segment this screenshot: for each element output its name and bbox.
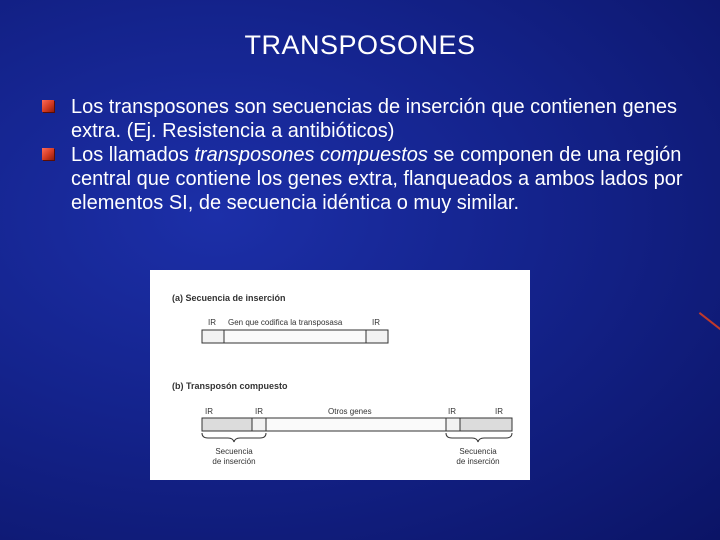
transposon-diagram xyxy=(150,270,530,480)
bullet-item xyxy=(40,143,710,215)
panel-b-brackets xyxy=(202,433,512,442)
bullet-item xyxy=(40,95,710,143)
panel-b-label: (b) Transposón compuesto xyxy=(172,381,288,391)
panel-b-ir-2: IR xyxy=(255,407,263,416)
panel-b-ir-4: IR xyxy=(495,407,503,416)
panel-b-caption-right-1: Secuencia xyxy=(459,447,497,456)
bullet-text-italic: transposones compuestos xyxy=(194,144,428,166)
bullet-square-icon xyxy=(42,100,54,112)
panel-b-caption-left-1: Secuencia xyxy=(215,447,253,456)
panel-b-caption-right-2: de inserción xyxy=(456,457,500,466)
panel-a-element xyxy=(202,330,388,343)
bullet-list xyxy=(40,95,710,215)
decorative-accent-line xyxy=(699,312,720,338)
bullet-square-icon xyxy=(42,148,54,160)
bullet-text-post: se componen de una región central que contiene los genes extra, flanqueados a ambos lados por elementos SI, de secuencia idéntica o muy similar. xyxy=(71,144,683,214)
panel-a-label: (a) Secuencia de inserción xyxy=(172,293,286,303)
slide-title: TRANSPOSONES xyxy=(244,30,476,60)
panel-b-ir-1: IR xyxy=(205,407,213,416)
panel-b-caption-left-2: de inserción xyxy=(212,457,256,466)
bullet-text: Los transposones son secuencias de inserción que contienen genes extra. (Ej. Resistencia a antibióticos) xyxy=(71,96,677,142)
panel-b-element xyxy=(202,418,512,431)
bullet-text-pre: Los llamados xyxy=(71,144,195,166)
panel-b-ir-3: IR xyxy=(448,407,456,416)
panel-b-middle-label: Otros genes xyxy=(328,407,372,416)
panel-a-gene-label: Gen que codifica la transposasa xyxy=(228,318,343,327)
panel-a-ir-right: IR xyxy=(372,318,380,327)
transposon-diagram-svg xyxy=(150,270,530,480)
panel-a-ir-left: IR xyxy=(208,318,216,327)
